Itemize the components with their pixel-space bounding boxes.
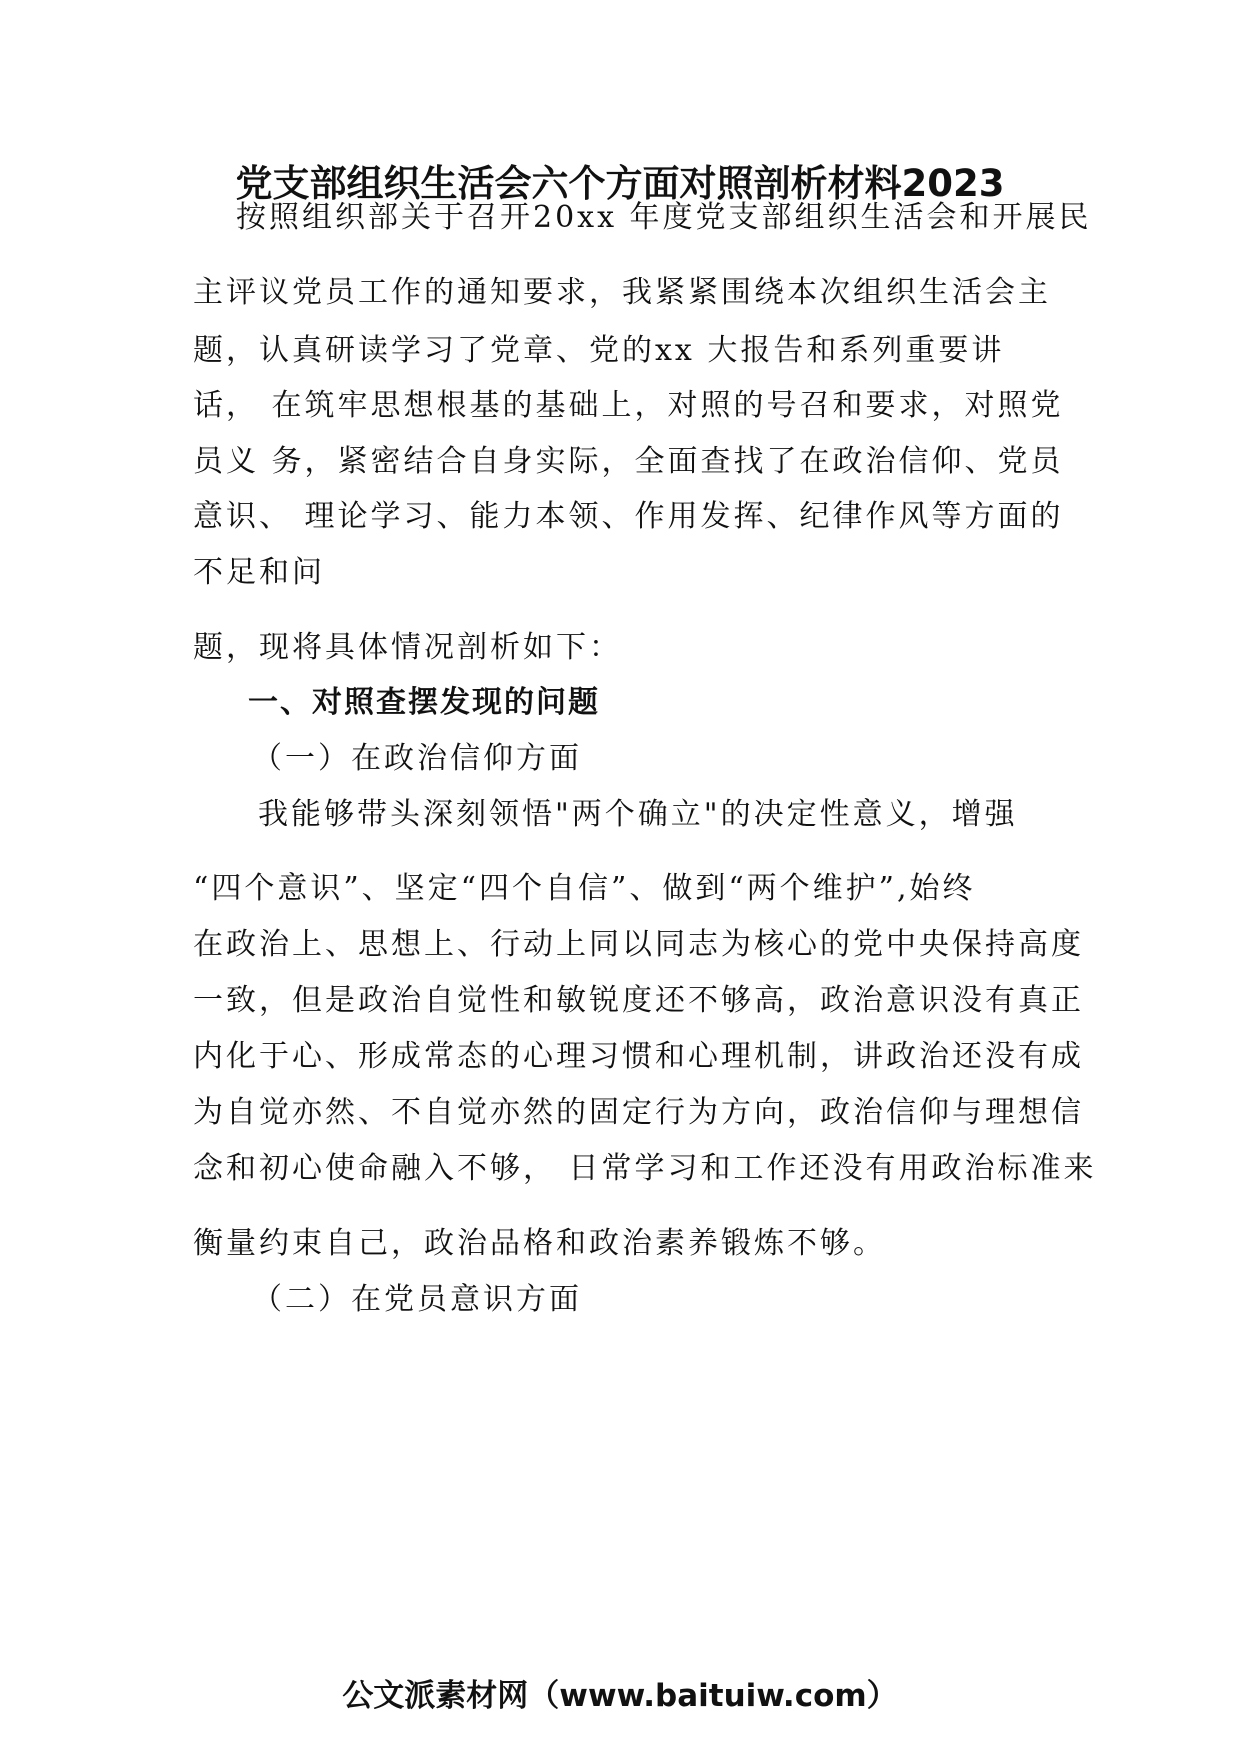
paragraph-line: 为自觉亦然、不自觉亦然的固定行为方向，政治信仰与理想信 — [193, 1095, 1084, 1130]
intro-line: 题，认真研读学习了党章、党的xx 大报告和系列重要讲 — [193, 333, 1005, 368]
intro-line: 话， 在筑牢思想根基的基础上，对照的号召和要求，对照党 — [193, 388, 1064, 423]
intro-line: 题，现将具体情况剖析如下： — [193, 630, 622, 665]
subsection-heading: （二）在党员意识方面 — [252, 1282, 582, 1317]
intro-line: 意识、 理论学习、能力本领、作用发挥、纪律作风等方面的 — [193, 499, 1064, 534]
paragraph-line: 我能够带头深刻领悟"两个确立"的决定性意义，增强 — [258, 797, 1018, 832]
footer-source: 公文派素材网（www.baituiw.com） — [342, 1678, 898, 1714]
paragraph-line: 内化于心、形成常态的心理习惯和心理机制，讲政治还没有成 — [193, 1039, 1084, 1074]
paragraph-line: “四个意识”、坚定“四个自信”、做到“两个维护”,始终 — [193, 871, 976, 906]
paragraph-line: 念和初心使命融入不够， 日常学习和工作还没有用政治标准来 — [193, 1151, 1097, 1186]
paragraph-line: 衡量约束自己，政治品格和政治素养锻炼不够。 — [193, 1226, 886, 1261]
paragraph-line: 一致，但是政治自觉性和敏锐度还不够高，政治意识没有真正 — [193, 983, 1084, 1018]
subsection-heading: （一）在政治信仰方面 — [252, 741, 582, 776]
section-heading: 一、对照查摆发现的问题 — [248, 685, 600, 720]
intro-line: 员义 务，紧密结合自身实际，全面查找了在政治信仰、党员 — [193, 444, 1064, 479]
intro-line: 不足和问 — [193, 555, 325, 590]
intro-line: 主评议党员工作的通知要求，我紧紧围绕本次组织生活会主 — [193, 275, 1051, 310]
paragraph-line: 在政治上、思想上、行动上同以同志为核心的党中央保持高度 — [193, 927, 1084, 962]
document-title: 党支部组织生活会六个方面对照剖析材料2023 — [235, 162, 1005, 205]
intro-line: 按照组织部关于召开20xx 年度党支部组织生活会和开展民 — [236, 200, 1092, 235]
